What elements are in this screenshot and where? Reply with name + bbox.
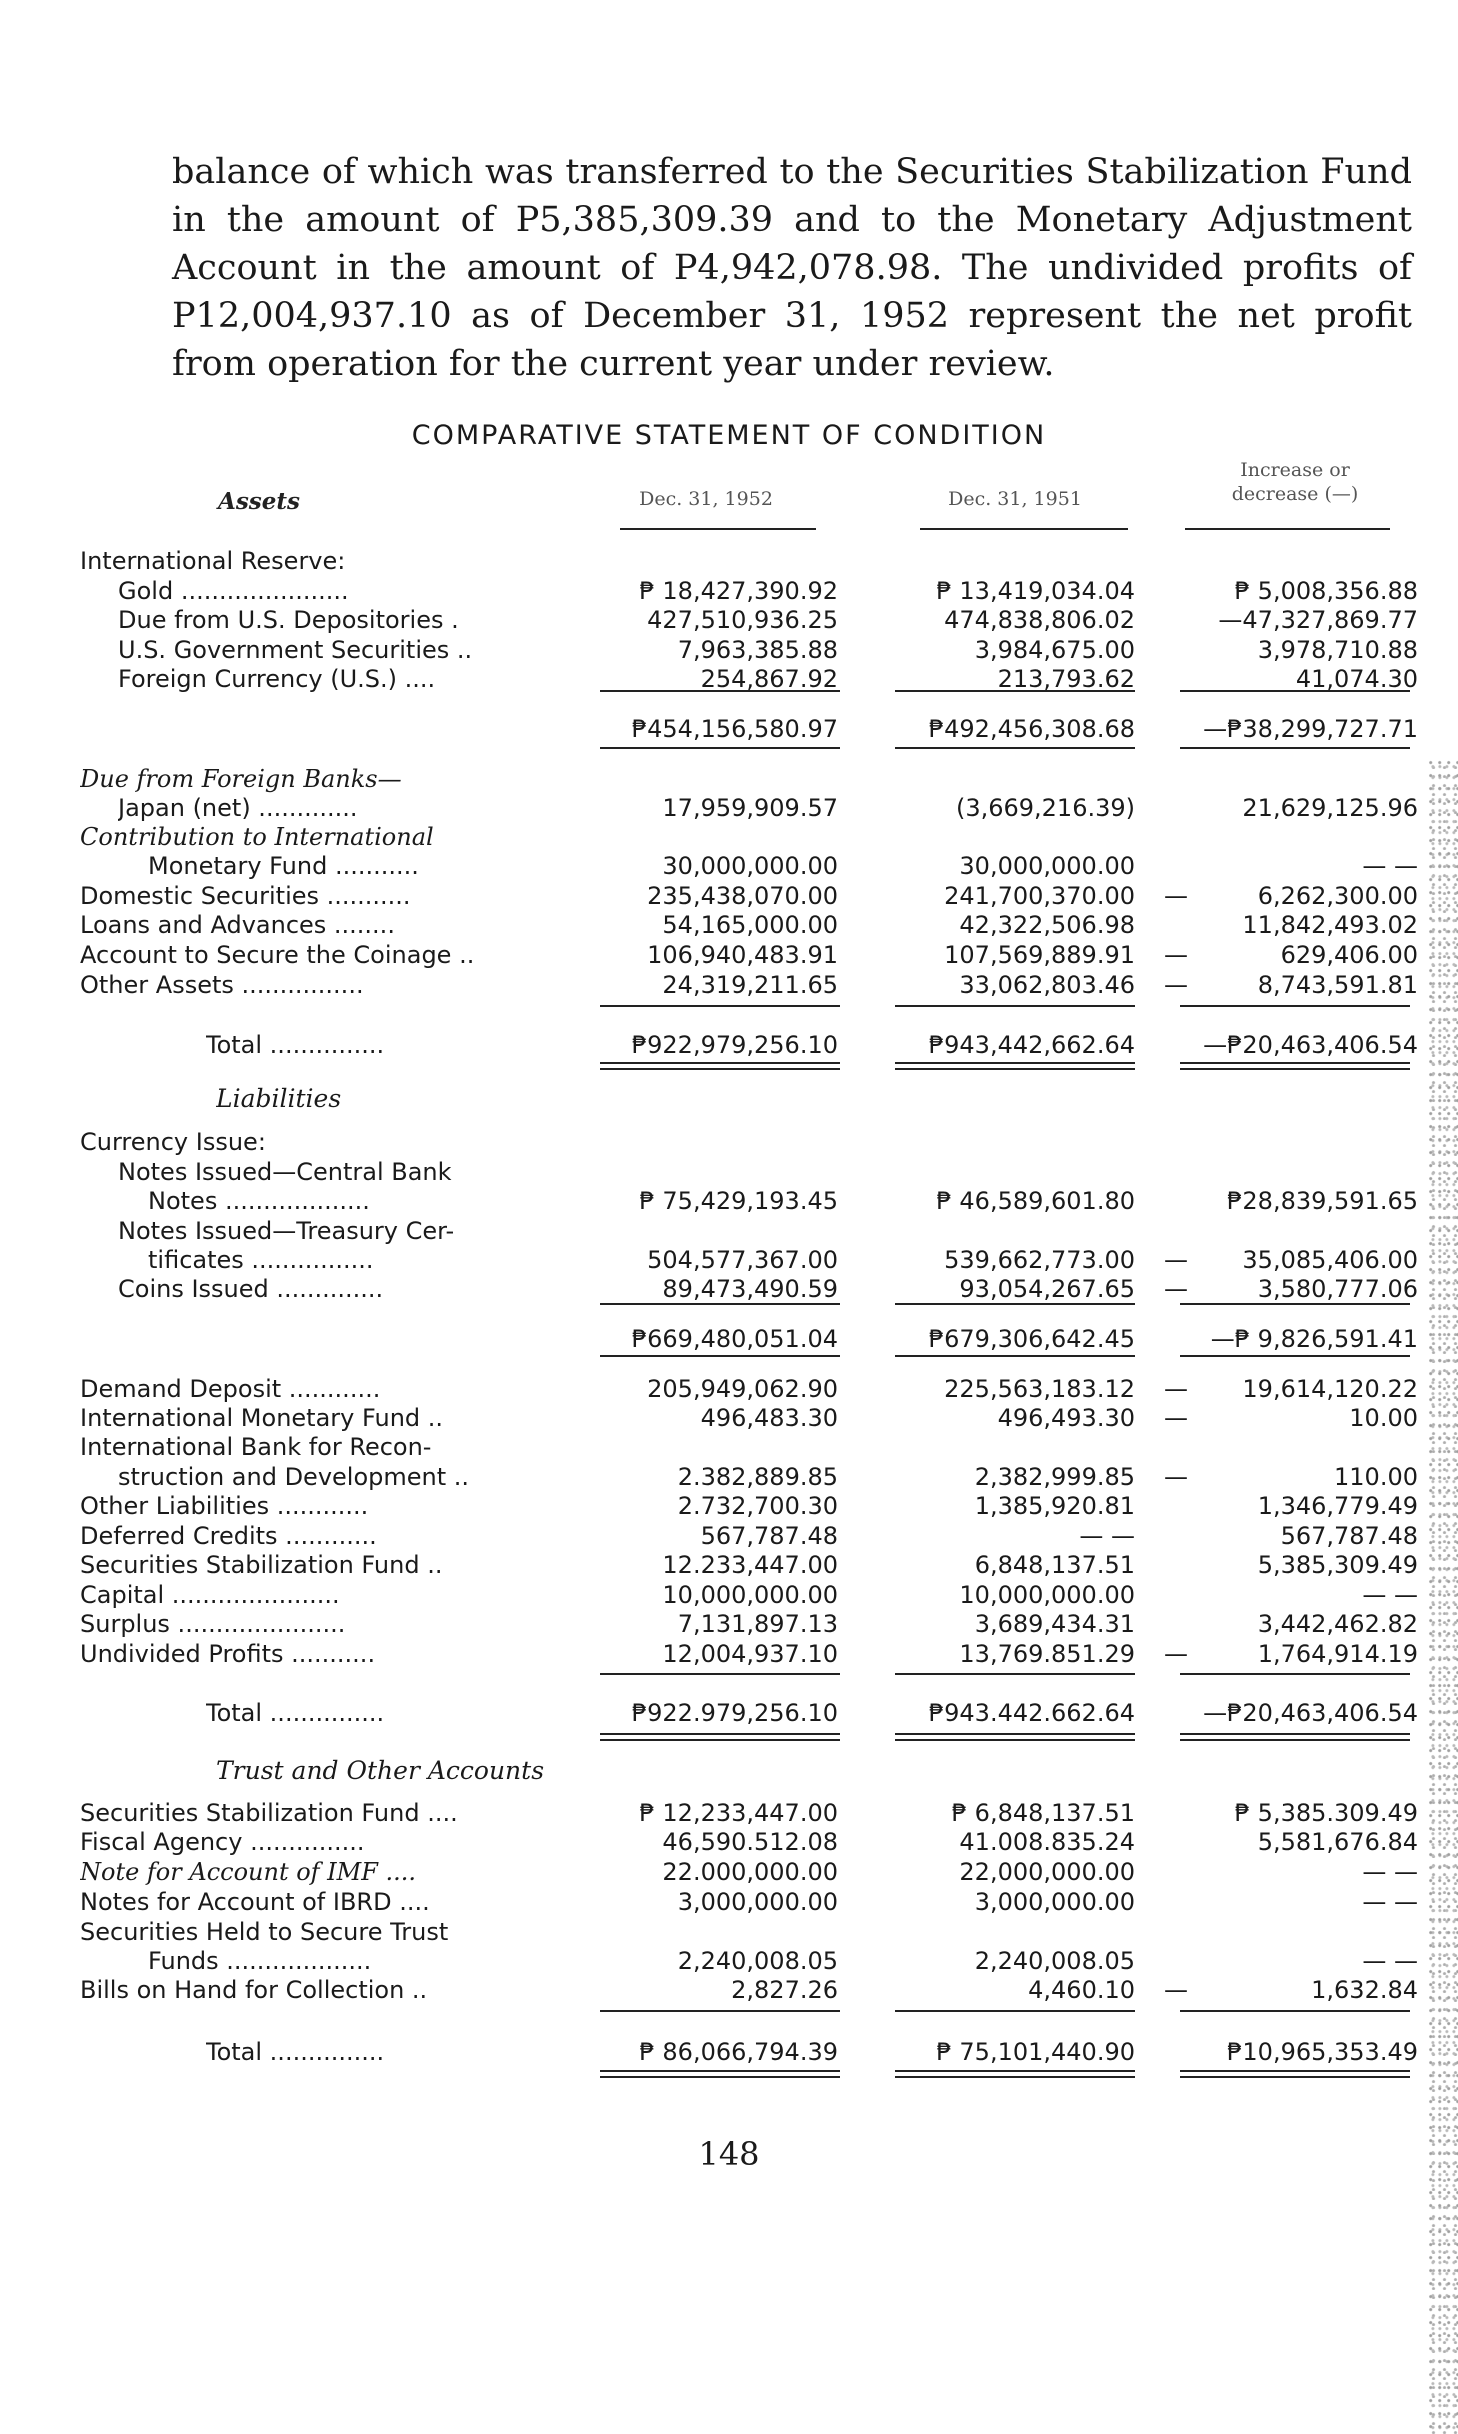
cell-increase-decrease: 11,842,493.02 [1242, 911, 1418, 939]
cell-dec-1952: 54,165,000.00 [662, 911, 838, 939]
total-rule [1180, 1303, 1410, 1305]
cell-dec-1951: ₱492,456,308.68 [928, 715, 1135, 743]
cell-increase-decrease: —47,327,869.77 [1218, 606, 1418, 634]
cell-dec-1951: 93,054,267.65 [959, 1275, 1135, 1303]
cell-increase-decrease: 1,632.84 [1311, 1976, 1418, 2004]
cell-increase-decrease: 1,346,779.49 [1257, 1492, 1418, 1520]
cell-increase-decrease: ₱ 5,008,356.88 [1234, 577, 1418, 605]
row-label: Deferred Credits ............ [80, 1522, 377, 1550]
cell-increase-decrease: 629,406.00 [1280, 941, 1418, 969]
total-rule [895, 1005, 1135, 1007]
row-label: Liabilities [216, 1084, 342, 1113]
row-label: Due from Foreign Banks— [80, 765, 402, 793]
row-label: Currency Issue: [80, 1128, 266, 1156]
col1-header-rule [620, 528, 816, 530]
row-label: Securities Stabilization Fund .. [80, 1551, 443, 1579]
cell-dec-1951: 6,848,137.51 [974, 1551, 1135, 1579]
row-label: Other Assets ................ [80, 971, 364, 999]
cell-dec-1951: ₱ 6,848,137.51 [951, 1799, 1135, 1827]
cell-increase-decrease: —₱20,463,406.54 [1203, 1699, 1418, 1727]
table-row [0, 911, 1458, 941]
total-rule [600, 2010, 840, 2012]
cell-decrease-sign: — [1164, 1640, 1188, 1668]
cell-dec-1952: 2,240,008.05 [677, 1947, 838, 1975]
col1-header: Dec. 31, 1952 [639, 488, 773, 510]
total-rule [895, 2070, 1135, 2078]
row-label: Monetary Fund ........... [148, 852, 419, 880]
cell-decrease-sign: — [1164, 1375, 1188, 1403]
cell-dec-1951: 107,569,889.91 [944, 941, 1135, 969]
cell-dec-1952: 30,000,000.00 [662, 852, 838, 880]
cell-dec-1951: ₱ 75,101,440.90 [936, 2038, 1135, 2066]
cell-dec-1951: ₱679,306,642.45 [928, 1325, 1135, 1353]
col2-header-rule [920, 528, 1128, 530]
total-rule [1180, 747, 1410, 749]
cell-dec-1951: 225,563,183.12 [944, 1375, 1135, 1403]
cell-increase-decrease: 21,629,125.96 [1242, 794, 1418, 822]
cell-decrease-sign: — [1164, 882, 1188, 910]
row-label: International Reserve: [80, 547, 346, 575]
row-label: Account to Secure the Coinage .. [80, 941, 475, 969]
row-label: Foreign Currency (U.S.) .... [118, 665, 436, 693]
total-rule [895, 1733, 1135, 1741]
table-row [0, 765, 1458, 795]
cell-increase-decrease: —₱ 9,826,591.41 [1210, 1325, 1418, 1353]
cell-dec-1951: ₱ 13,419,034.04 [936, 577, 1135, 605]
cell-dec-1951: (3,669,216.39) [955, 794, 1135, 822]
total-rule [895, 1062, 1135, 1070]
cell-dec-1952: 496,483.30 [700, 1404, 838, 1432]
cell-dec-1951: 2,382,999.85 [974, 1463, 1135, 1491]
row-label: tificates ................ [148, 1246, 374, 1274]
cell-dec-1951: 41.008.835.24 [959, 1828, 1135, 1856]
cell-dec-1951: 10,000,000.00 [959, 1581, 1135, 1609]
col3-header [1175, 458, 1415, 506]
table-row [0, 547, 1458, 577]
cell-decrease-sign: — [1164, 1463, 1188, 1491]
total-rule [895, 1303, 1135, 1305]
total-rule [1180, 1673, 1410, 1675]
cell-dec-1952: 24,319,211.65 [662, 971, 838, 999]
cell-dec-1952: 7,131,897.13 [677, 1610, 838, 1638]
row-label: Total ............... [206, 1699, 385, 1727]
table-row [0, 1756, 1458, 1786]
table-row [0, 1433, 1458, 1463]
cell-dec-1951: 33,062,803.46 [959, 971, 1135, 999]
cell-dec-1952: 12.233,447.00 [662, 1551, 838, 1579]
cell-dec-1951: ₱943.442.662.64 [928, 1699, 1135, 1727]
total-rule [895, 1355, 1135, 1357]
table-row [0, 941, 1458, 971]
row-label: Securities Stabilization Fund .... [80, 1799, 458, 1827]
cell-decrease-sign: — [1164, 1246, 1188, 1274]
cell-dec-1952: 2.732,700.30 [677, 1492, 838, 1520]
table-row [0, 2038, 1458, 2068]
cell-dec-1951: 4,460.10 [1028, 1976, 1135, 2004]
row-label: Total ............... [206, 2038, 385, 2066]
table-row [0, 1888, 1458, 1918]
cell-increase-decrease: 19,614,120.22 [1242, 1375, 1418, 1403]
table-row [0, 1158, 1458, 1188]
cell-dec-1952: ₱ 18,427,390.92 [639, 577, 838, 605]
row-label: Notes for Account of IBRD .... [80, 1888, 430, 1916]
table-row [0, 1084, 1458, 1114]
cell-dec-1952: 106,940,483.91 [647, 941, 838, 969]
page-number: 148 [698, 2135, 760, 2173]
cell-increase-decrease: —₱38,299,727.71 [1203, 715, 1418, 743]
cell-dec-1951: 3,000,000.00 [974, 1888, 1135, 1916]
cell-dec-1952: ₱922,979,256.10 [631, 1031, 838, 1059]
cell-dec-1952: ₱669,480,051.04 [631, 1325, 838, 1353]
cell-dec-1952: 567,787.48 [700, 1522, 838, 1550]
cell-decrease-sign: — [1164, 971, 1188, 999]
table-row [0, 1640, 1458, 1670]
cell-increase-decrease: — — [1362, 1947, 1418, 1975]
row-label: Surplus ...................... [80, 1610, 346, 1638]
table-row [0, 1492, 1458, 1522]
table-row [0, 1128, 1458, 1158]
total-rule [1180, 1005, 1410, 1007]
total-rule [895, 747, 1135, 749]
total-rule [1180, 1355, 1410, 1357]
cell-dec-1952: 2.382,889.85 [677, 1463, 838, 1491]
total-rule [895, 1673, 1135, 1675]
cell-decrease-sign: — [1164, 941, 1188, 969]
cell-dec-1952: ₱454,156,580.97 [631, 715, 838, 743]
cell-dec-1952: 89,473,490.59 [662, 1275, 838, 1303]
row-label: Bills on Hand for Collection .. [80, 1976, 428, 2004]
cell-dec-1952: 12,004,937.10 [662, 1640, 838, 1668]
cell-increase-decrease: 1,764,914.19 [1257, 1640, 1418, 1668]
col3-header-line2: decrease (—) [1231, 483, 1359, 505]
row-label: Domestic Securities ........... [80, 882, 411, 910]
cell-dec-1952: 235,438,070.00 [647, 882, 838, 910]
row-label: Coins Issued .............. [118, 1275, 384, 1303]
row-label: Other Liabilities ............ [80, 1492, 369, 1520]
col3-header-rule [1185, 528, 1390, 530]
table-row [0, 1947, 1458, 1977]
cell-dec-1951: 1,385,920.81 [974, 1492, 1135, 1520]
row-label: Notes Issued—Treasury Cer- [118, 1217, 455, 1245]
assets-header: Assets [218, 488, 300, 515]
cell-increase-decrease: ₱10,965,353.49 [1227, 2038, 1418, 2066]
row-label: Trust and Other Accounts [216, 1756, 545, 1785]
cell-dec-1951: 2,240,008.05 [974, 1947, 1135, 1975]
row-label: International Monetary Fund .. [80, 1404, 444, 1432]
cell-dec-1952: 254,867.92 [700, 665, 838, 693]
cell-dec-1952: 22.000,000.00 [662, 1858, 838, 1886]
cell-increase-decrease: 3,580,777.06 [1257, 1275, 1418, 1303]
row-label: Loans and Advances ........ [80, 911, 395, 939]
cell-dec-1952: 504,577,367.00 [647, 1246, 838, 1274]
total-rule [600, 690, 840, 692]
table-row [0, 1699, 1458, 1729]
cell-increase-decrease: 41,074.30 [1295, 665, 1418, 693]
col3-header-line1: Increase or [1240, 459, 1350, 481]
table-row [0, 1976, 1458, 2006]
cell-dec-1952: ₱922.979,256.10 [631, 1699, 838, 1727]
table-row [0, 1325, 1458, 1355]
row-label: Demand Deposit ............ [80, 1375, 381, 1403]
total-rule [600, 1673, 840, 1675]
row-label: Due from U.S. Depositories . [118, 606, 459, 634]
cell-dec-1951: 213,793.62 [997, 665, 1135, 693]
cell-dec-1951: 30,000,000.00 [959, 852, 1135, 880]
row-label: Undivided Profits ........... [80, 1640, 376, 1668]
table-row [0, 1551, 1458, 1581]
cell-dec-1952: 46,590.512.08 [662, 1828, 838, 1856]
total-rule [600, 2070, 840, 2078]
cell-increase-decrease: 3,978,710.88 [1257, 636, 1418, 664]
table-row [0, 1918, 1458, 1948]
cell-dec-1952: 205,949,062.90 [647, 1375, 838, 1403]
cell-dec-1951: 13,769.851.29 [959, 1640, 1135, 1668]
row-label: Notes ................... [148, 1187, 370, 1215]
cell-dec-1951: 474,838,806.02 [944, 606, 1135, 634]
table-row [0, 1799, 1458, 1829]
cell-increase-decrease: 6,262,300.00 [1257, 882, 1418, 910]
cell-decrease-sign: — [1164, 1404, 1188, 1432]
intro-paragraph: balance of which was transferred to the Securities Stabilization Fund in the amount of P5,385,309.39 and to the Monetary Adjustment Account in the amount of P4,942,078.98. The undivided profits of P12,004,937.10 as of December 31, 1952 represent the net profit from operation for the current year under review. [172, 152, 1412, 384]
cell-decrease-sign: — [1164, 1976, 1188, 2004]
table-row [0, 636, 1458, 666]
total-rule [1180, 1062, 1410, 1070]
table-row [0, 1858, 1458, 1888]
cell-dec-1951: 241,700,370.00 [944, 882, 1135, 910]
total-rule [600, 1005, 840, 1007]
cell-increase-decrease: — — [1362, 852, 1418, 880]
table-row [0, 971, 1458, 1001]
table-row [0, 1828, 1458, 1858]
cell-increase-decrease: 110.00 [1334, 1463, 1418, 1491]
cell-increase-decrease: ₱28,839,591.65 [1227, 1187, 1418, 1215]
table-row [0, 1610, 1458, 1640]
total-rule [1180, 2070, 1410, 2078]
row-label: Contribution to International [80, 823, 434, 851]
cell-increase-decrease: ₱ 5,385.309.49 [1234, 1799, 1418, 1827]
cell-dec-1952: 7,963,385.88 [677, 636, 838, 664]
total-rule [1180, 690, 1410, 692]
cell-dec-1952: 17,959,909.57 [662, 794, 838, 822]
cell-dec-1951: 3,984,675.00 [974, 636, 1135, 664]
table-row [0, 1463, 1458, 1493]
table-row [0, 794, 1458, 824]
cell-dec-1951: 42,322,506.98 [959, 911, 1135, 939]
row-label: Gold ...................... [118, 577, 349, 605]
col2-header: Dec. 31, 1951 [948, 488, 1082, 510]
cell-dec-1952: ₱ 12,233,447.00 [639, 1799, 838, 1827]
table-row [0, 606, 1458, 636]
table-row [0, 1031, 1458, 1061]
table-row [0, 577, 1458, 607]
table-row [0, 1246, 1458, 1276]
cell-decrease-sign: — [1164, 1275, 1188, 1303]
row-label: Japan (net) ............. [118, 794, 358, 822]
cell-dec-1952: 427,510,936.25 [647, 606, 838, 634]
cell-dec-1951: 3,689,434.31 [974, 1610, 1135, 1638]
cell-dec-1952: 2,827.26 [731, 1976, 838, 2004]
cell-dec-1951: ₱943,442,662.64 [928, 1031, 1135, 1059]
cell-increase-decrease: 5,385,309.49 [1257, 1551, 1418, 1579]
cell-increase-decrease: — — [1362, 1888, 1418, 1916]
row-label: Funds ................... [148, 1947, 372, 1975]
cell-dec-1951: ₱ 46,589,601.80 [936, 1187, 1135, 1215]
row-label: Capital ...................... [80, 1581, 340, 1609]
cell-dec-1952: 10,000,000.00 [662, 1581, 838, 1609]
table-row [0, 1375, 1458, 1405]
total-rule [600, 1733, 840, 1741]
cell-dec-1951: — — [1079, 1522, 1135, 1550]
cell-increase-decrease: 5,581,676.84 [1257, 1828, 1418, 1856]
cell-dec-1951: 539,662,773.00 [944, 1246, 1135, 1274]
row-label: Notes Issued—Central Bank [118, 1158, 452, 1186]
row-label: International Bank for Recon- [80, 1433, 432, 1461]
total-rule [1180, 2010, 1410, 2012]
row-label: Note for Account of IMF .... [80, 1858, 417, 1886]
table-row [0, 1275, 1458, 1305]
row-label: struction and Development .. [118, 1463, 470, 1491]
table-row [0, 852, 1458, 882]
total-rule [600, 1303, 840, 1305]
cell-dec-1952: 3,000,000.00 [677, 1888, 838, 1916]
cell-dec-1952: ₱ 86,066,794.39 [639, 2038, 838, 2066]
cell-increase-decrease: — — [1362, 1581, 1418, 1609]
row-label: Securities Held to Secure Trust [80, 1918, 449, 1946]
total-rule [600, 1355, 840, 1357]
table-row [0, 715, 1458, 745]
table-row [0, 1217, 1458, 1247]
table-row [0, 823, 1458, 853]
cell-increase-decrease: 35,085,406.00 [1242, 1246, 1418, 1274]
cell-increase-decrease: 3,442,462.82 [1257, 1610, 1418, 1638]
row-label: Fiscal Agency ............... [80, 1828, 365, 1856]
cell-increase-decrease: 10.00 [1349, 1404, 1418, 1432]
cell-dec-1951: 22,000,000.00 [959, 1858, 1135, 1886]
total-rule [600, 747, 840, 749]
total-rule [1180, 1733, 1410, 1741]
cell-increase-decrease: 8,743,591.81 [1257, 971, 1418, 999]
table-row [0, 882, 1458, 912]
total-rule [600, 1062, 840, 1070]
table-row [0, 1187, 1458, 1217]
total-rule [895, 2010, 1135, 2012]
cell-dec-1951: 496,493.30 [997, 1404, 1135, 1432]
table-row [0, 1522, 1458, 1552]
cell-increase-decrease: — — [1362, 1858, 1418, 1886]
statement-title: COMPARATIVE STATEMENT OF CONDITION [411, 420, 1047, 451]
cell-increase-decrease: —₱20,463,406.54 [1203, 1031, 1418, 1059]
row-label: Total ............... [206, 1031, 385, 1059]
table-row [0, 1404, 1458, 1434]
total-rule [895, 690, 1135, 692]
table-row [0, 1581, 1458, 1611]
cell-increase-decrease: 567,787.48 [1280, 1522, 1418, 1550]
row-label: U.S. Government Securities .. [118, 636, 473, 664]
cell-dec-1952: ₱ 75,429,193.45 [639, 1187, 838, 1215]
